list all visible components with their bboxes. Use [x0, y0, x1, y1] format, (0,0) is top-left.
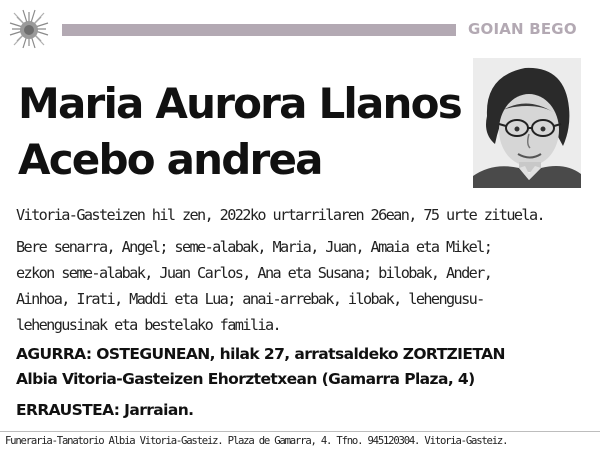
family-line: lehengusinak eta bestelako familia. — [16, 316, 281, 334]
footer-divider — [0, 431, 600, 432]
farewell-place: Albia Vitoria-Gasteizen Ehorztetxean (Gamarra Plaza, 4) — [16, 370, 475, 388]
cremation-notice: ERRAUSTEA: Jarraian. — [16, 401, 194, 419]
farewell-time: AGURRA: OSTEGUNEAN, hilak 27, arratsaldeko ZORTZIETAN — [16, 345, 505, 363]
header-bar — [62, 24, 456, 36]
section-label: GOIAN BEGO — [468, 20, 577, 38]
deceased-name — [18, 76, 461, 188]
family-list — [16, 234, 588, 338]
family-line: ezkon seme-alabak, Juan Carlos, Ana eta Susana; bilobak, Ander, — [16, 264, 492, 282]
deceased-name-line-2: Acebo andrea — [18, 135, 322, 184]
portrait-photo — [473, 58, 581, 188]
thistle-flower-icon — [4, 4, 54, 54]
funeral-home-footer: Funeraria-Tanatorio Albia Vitoria-Gasteiz. Plaza de Gamarra, 4. Tfno. 945120304. Vitoria-Gasteiz. — [5, 435, 508, 447]
death-notice: Vitoria-Gasteizen hil zen, 2022ko urtarrilaren 26ean, 75 urte zituela. — [16, 206, 545, 224]
family-line: Bere senarra, Angel; seme-alabak, Maria, Juan, Amaia eta Mikel; — [16, 238, 492, 256]
farewell-notice — [16, 342, 588, 392]
family-line: Ainhoa, Irati, Maddi eta Lua; anai-arrebak, ilobak, lehengusu- — [16, 290, 484, 308]
deceased-name-line-1: Maria Aurora Llanos — [18, 79, 461, 128]
